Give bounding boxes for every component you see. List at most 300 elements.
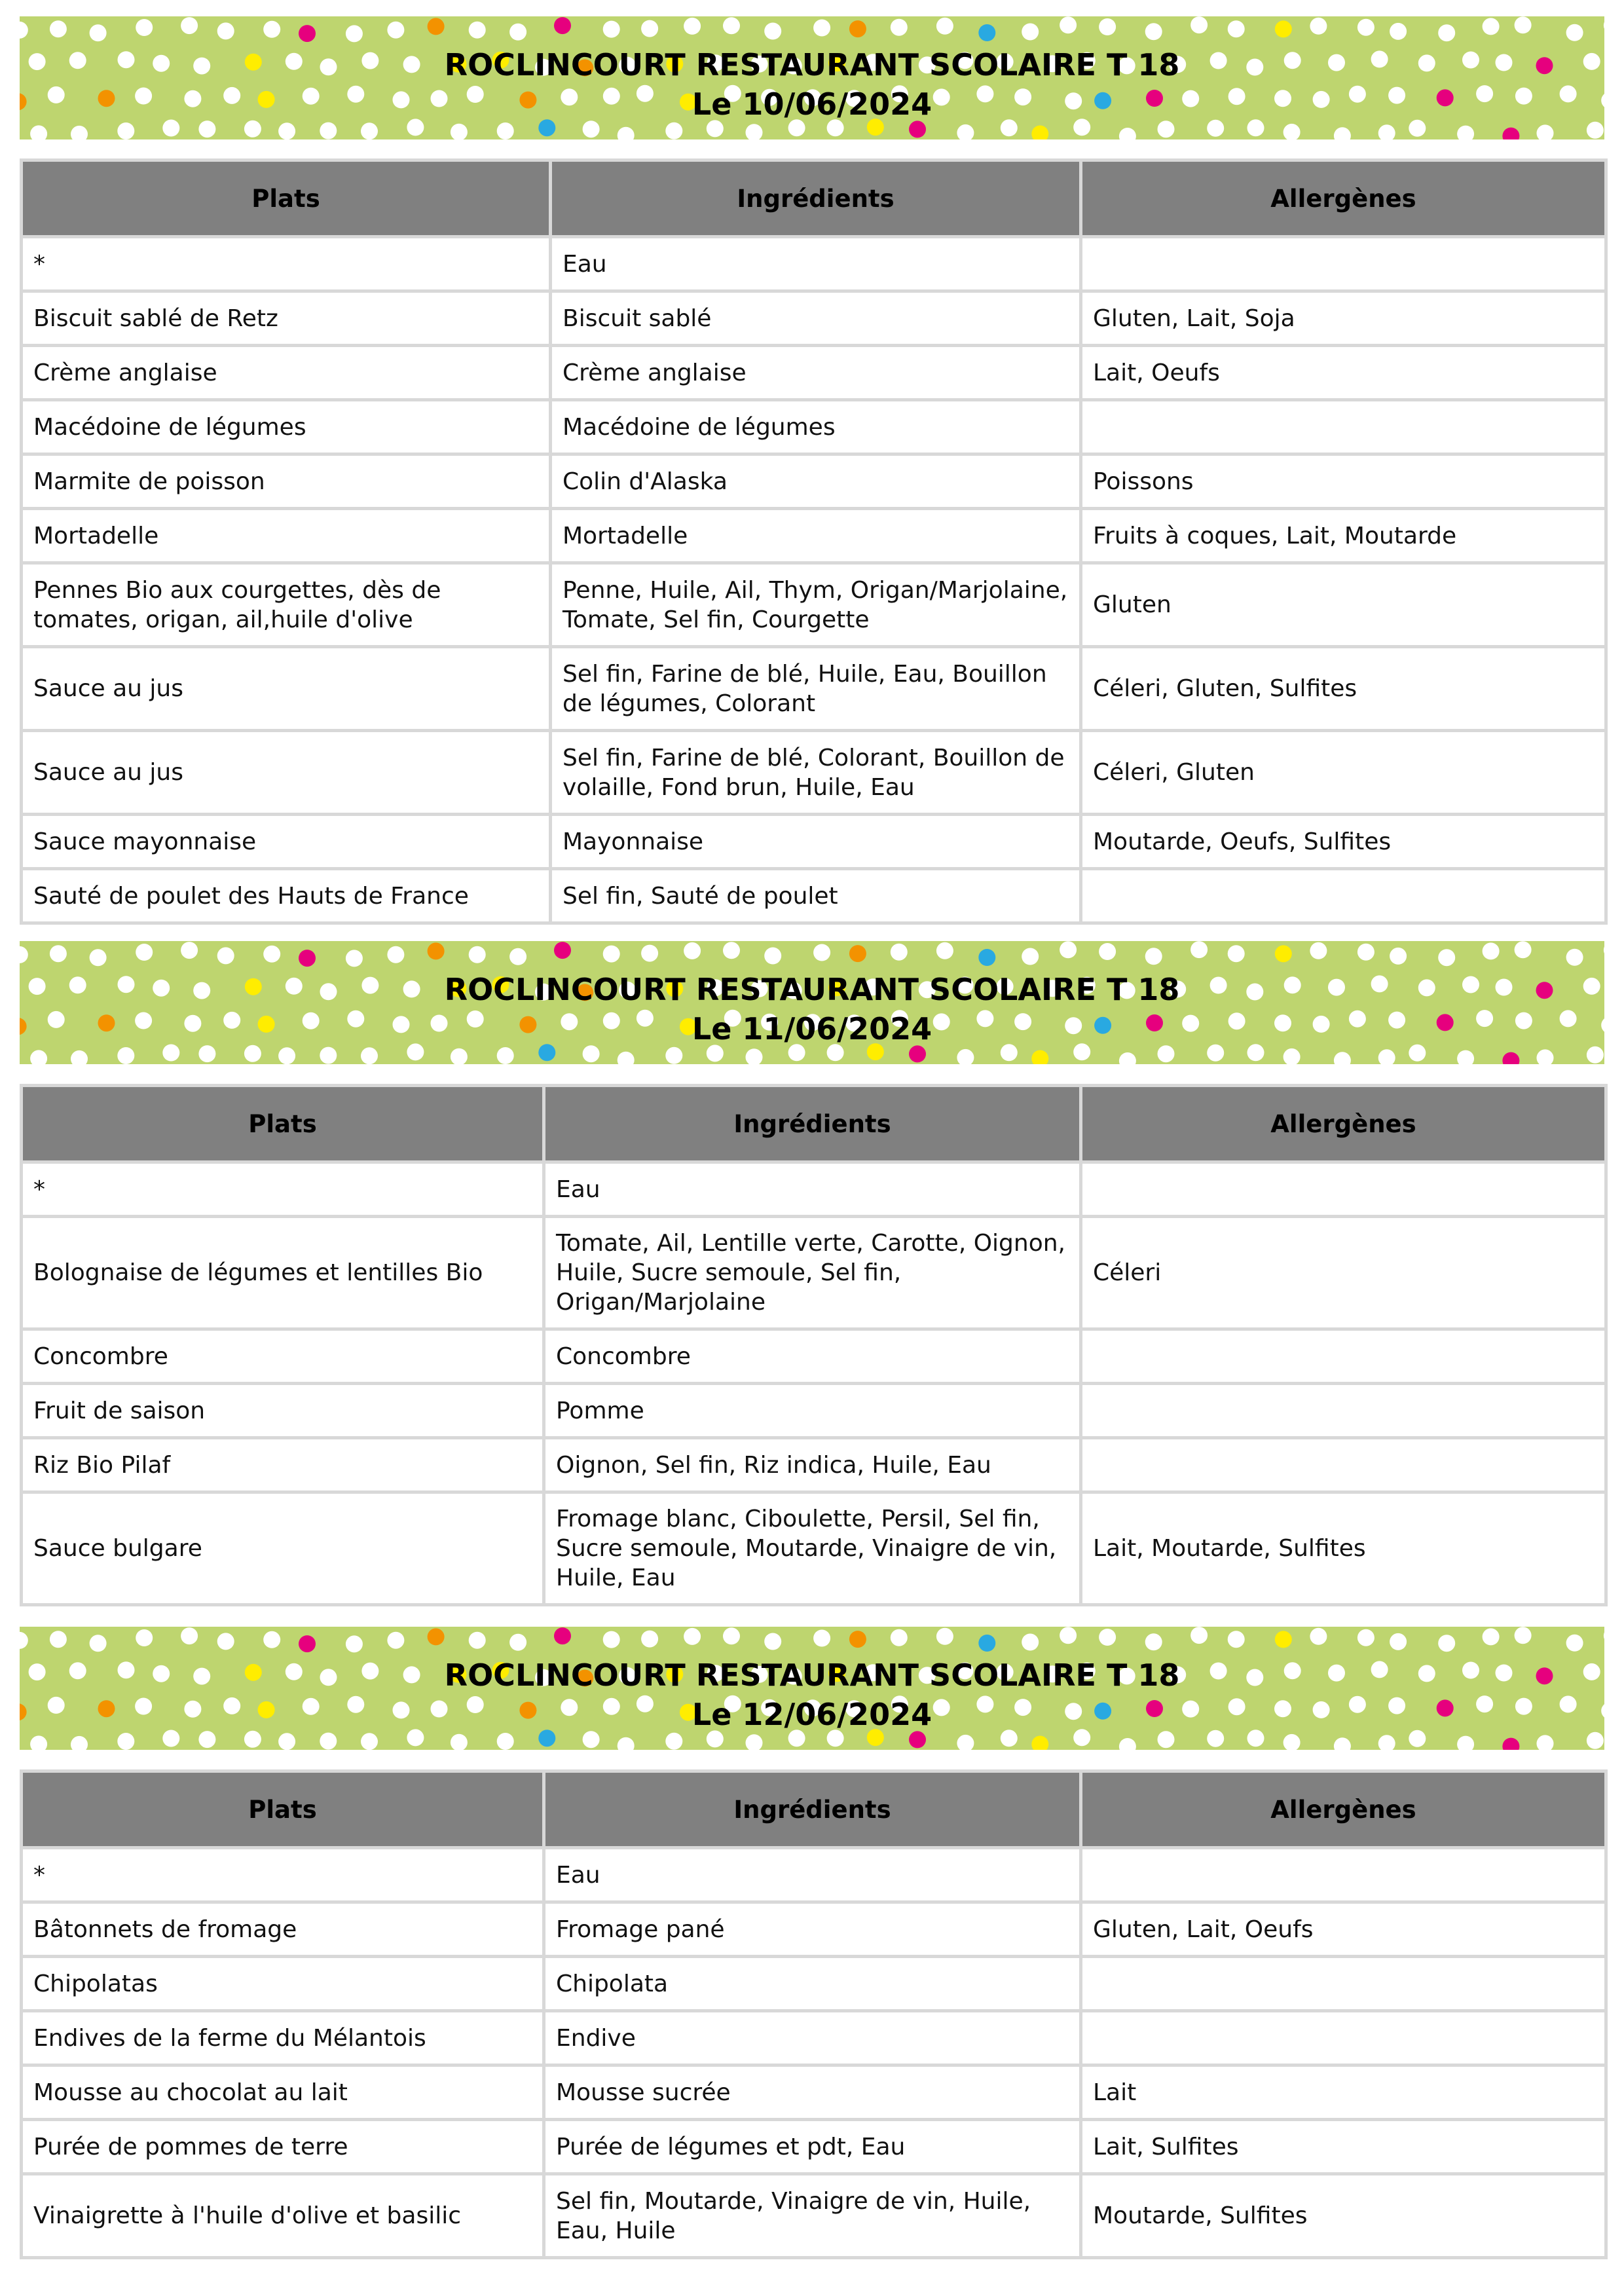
polka-dot bbox=[50, 1631, 67, 1648]
menu-date: Le 10/06/2024 bbox=[692, 86, 932, 122]
polka-dot bbox=[1228, 1631, 1245, 1648]
cell-ingredients: Sel fin, Sauté de poulet bbox=[551, 869, 1081, 923]
cell-plat: Sauce au jus bbox=[22, 647, 551, 731]
polka-dot bbox=[665, 1047, 682, 1064]
polka-dot bbox=[299, 1635, 316, 1652]
polka-dot bbox=[641, 20, 658, 37]
polka-dot bbox=[1099, 1629, 1116, 1646]
polka-dot bbox=[1587, 122, 1604, 139]
polka-dot bbox=[30, 1735, 47, 1750]
header-allergenes: Allergènes bbox=[1081, 160, 1606, 237]
polka-dot bbox=[1438, 24, 1455, 41]
polka-dot bbox=[684, 1628, 701, 1645]
cell-plat: Mousse au chocolat au lait bbox=[22, 2065, 544, 2120]
polka-dot bbox=[1357, 19, 1375, 36]
polka-dot bbox=[957, 1735, 974, 1750]
cell-ingredients: Endive bbox=[544, 2011, 1081, 2065]
table-row bbox=[22, 1217, 1606, 1329]
cell-allergenes bbox=[1081, 400, 1606, 454]
cell-allergenes: Lait, Sulfites bbox=[1081, 2120, 1606, 2174]
polka-dot bbox=[278, 1047, 295, 1064]
polka-dot bbox=[428, 942, 445, 959]
cell-plat: Mortadelle bbox=[22, 509, 551, 563]
header-ingredients: Ingrédients bbox=[544, 1086, 1081, 1162]
polka-dot bbox=[891, 19, 908, 36]
polka-dot bbox=[554, 942, 571, 959]
cell-allergenes: Céleri, Gluten, Sulfites bbox=[1081, 647, 1606, 731]
polka-dot bbox=[1275, 945, 1292, 962]
polka-dot bbox=[641, 1631, 658, 1648]
cell-plat: * bbox=[22, 1848, 544, 1902]
cell-allergenes bbox=[1081, 1384, 1606, 1438]
polka-dot bbox=[554, 1627, 571, 1644]
banner-title bbox=[20, 1656, 1604, 1734]
polka-dot bbox=[746, 124, 763, 139]
polka-dot bbox=[1438, 949, 1455, 966]
polka-dot bbox=[1310, 18, 1327, 35]
polka-dot bbox=[618, 1737, 635, 1750]
cell-plat: Biscuit sablé de Retz bbox=[22, 291, 551, 346]
polka-dot bbox=[1031, 1050, 1048, 1065]
polka-dot bbox=[1537, 124, 1554, 139]
polka-dot bbox=[764, 1633, 781, 1650]
cell-allergenes: Moutarde, Oeufs, Sulfites bbox=[1081, 815, 1606, 869]
polka-dot bbox=[813, 20, 830, 37]
polka-dot bbox=[217, 22, 234, 39]
polka-dot bbox=[1390, 1633, 1407, 1650]
cell-ingredients: Sel fin, Moutarde, Vinaigre de vin, Huile, Eau, Huile bbox=[544, 2174, 1081, 2258]
polka-dot bbox=[497, 1733, 514, 1750]
polka-dot bbox=[978, 24, 995, 41]
polka-dot bbox=[1145, 23, 1162, 40]
polka-dot bbox=[181, 1627, 198, 1644]
cell-ingredients: Eau bbox=[544, 1162, 1081, 1217]
cell-allergenes bbox=[1081, 237, 1606, 291]
cell-allergenes: Poissons bbox=[1081, 454, 1606, 509]
polka-dot bbox=[1119, 128, 1136, 139]
polka-dot bbox=[665, 1733, 682, 1750]
table-row bbox=[22, 509, 1606, 563]
cell-plat: Bolognaise de légumes et lentilles Bio bbox=[22, 1217, 544, 1329]
polka-dot bbox=[278, 122, 295, 139]
cell-plat: * bbox=[22, 1162, 544, 1217]
cell-ingredients: Pomme bbox=[544, 1384, 1081, 1438]
table-header-row bbox=[22, 1086, 1606, 1162]
polka-dot bbox=[1060, 941, 1077, 958]
table-header-row bbox=[22, 1771, 1606, 1848]
polka-dot bbox=[978, 1635, 995, 1652]
cell-ingredients: Chipolata bbox=[544, 1957, 1081, 2011]
polka-dot bbox=[428, 18, 445, 35]
polka-dot bbox=[723, 942, 740, 959]
polka-dot bbox=[509, 24, 526, 41]
polka-dot bbox=[1483, 1628, 1500, 1645]
polka-dot bbox=[1457, 1050, 1474, 1064]
polka-dot bbox=[1145, 948, 1162, 965]
table-row bbox=[22, 1957, 1606, 2011]
cell-plat: Sauce au jus bbox=[22, 731, 551, 815]
polka-dot bbox=[1099, 18, 1116, 35]
cell-allergenes bbox=[1081, 1957, 1606, 2011]
polka-dot bbox=[641, 945, 658, 962]
polka-dot bbox=[1378, 1735, 1395, 1750]
polka-dot bbox=[1022, 24, 1039, 41]
polka-dot bbox=[1378, 124, 1395, 139]
polka-dot bbox=[50, 945, 67, 962]
polka-dot bbox=[1190, 16, 1208, 33]
cell-allergenes: Lait, Moutarde, Sulfites bbox=[1081, 1492, 1606, 1605]
day-banner bbox=[20, 16, 1604, 139]
polka-dot bbox=[387, 22, 404, 39]
polka-dot bbox=[1228, 20, 1245, 37]
polka-dot bbox=[1457, 126, 1474, 139]
polka-dot bbox=[1566, 949, 1583, 966]
polka-dot bbox=[136, 19, 153, 36]
cell-ingredients: Crème anglaise bbox=[551, 346, 1081, 400]
polka-dot bbox=[1587, 1046, 1604, 1064]
polka-dot bbox=[451, 1048, 468, 1064]
polka-dot bbox=[1438, 1635, 1455, 1652]
polka-dot bbox=[957, 1049, 974, 1064]
cell-ingredients: Sel fin, Farine de blé, Huile, Eau, Bouillon de légumes, Colorant bbox=[551, 647, 1081, 731]
polka-dot bbox=[1515, 16, 1532, 33]
polka-dot bbox=[1119, 1052, 1136, 1064]
polka-dot bbox=[554, 17, 571, 34]
polka-dot bbox=[90, 1635, 107, 1652]
cell-allergenes bbox=[1081, 1162, 1606, 1217]
table-row bbox=[22, 2065, 1606, 2120]
cell-allergenes bbox=[1081, 1848, 1606, 1902]
polka-dot bbox=[1357, 944, 1375, 961]
cell-plat: Riz Bio Pilaf bbox=[22, 1438, 544, 1492]
polka-dot bbox=[1334, 1737, 1351, 1750]
polka-dot bbox=[1283, 1048, 1301, 1064]
polka-dot bbox=[618, 127, 635, 139]
cell-ingredients: Tomate, Ail, Lentille verte, Carotte, Oignon, Huile, Sucre semoule, Sel fin, Origan/Marjolaine bbox=[544, 1217, 1081, 1329]
polka-dot bbox=[1283, 1734, 1301, 1750]
polka-dot bbox=[1566, 1635, 1583, 1652]
menu-table bbox=[20, 1084, 1608, 1606]
polka-dot bbox=[320, 1733, 337, 1750]
polka-dot bbox=[217, 1633, 234, 1650]
cell-plat: Vinaigrette à l'huile d'olive et basilic bbox=[22, 2174, 544, 2258]
cell-plat: Chipolatas bbox=[22, 1957, 544, 2011]
polka-dot bbox=[90, 949, 107, 966]
polka-dot bbox=[849, 1631, 866, 1648]
cell-plat: Sauté de poulet des Hauts de France bbox=[22, 869, 551, 923]
polka-dot bbox=[684, 942, 701, 959]
cell-allergenes: Gluten, Lait, Soja bbox=[1081, 291, 1606, 346]
polka-dot bbox=[1502, 1738, 1519, 1750]
polka-dot bbox=[451, 124, 468, 139]
polka-dot bbox=[299, 25, 316, 42]
polka-dot bbox=[509, 1634, 526, 1651]
polka-dot bbox=[71, 126, 88, 139]
cell-ingredients: Fromage pané bbox=[544, 1902, 1081, 1957]
day-banner bbox=[20, 1627, 1604, 1750]
table-row bbox=[22, 647, 1606, 731]
polka-dot bbox=[136, 944, 153, 961]
polka-dot bbox=[1334, 1052, 1351, 1064]
polka-dot bbox=[1310, 942, 1327, 959]
banner-title bbox=[20, 45, 1604, 124]
cell-plat: * bbox=[22, 237, 551, 291]
polka-dot bbox=[1502, 128, 1519, 139]
polka-dot bbox=[1457, 1736, 1474, 1750]
restaurant-name: ROCLINCOURT RESTAURANT SCOLAIRE T 18 bbox=[444, 972, 1180, 1007]
polka-dot bbox=[764, 948, 781, 965]
polka-dot bbox=[1275, 1631, 1292, 1648]
header-plats: Plats bbox=[22, 1086, 544, 1162]
cell-ingredients: Eau bbox=[551, 237, 1081, 291]
polka-dot bbox=[1190, 1627, 1208, 1644]
restaurant-name: ROCLINCOURT RESTAURANT SCOLAIRE T 18 bbox=[444, 47, 1180, 83]
polka-dot bbox=[1390, 23, 1407, 40]
polka-dot bbox=[217, 947, 234, 964]
table-row bbox=[22, 1848, 1606, 1902]
polka-dot bbox=[1357, 1629, 1375, 1646]
cell-plat: Crème anglaise bbox=[22, 346, 551, 400]
cell-allergenes: Fruits à coques, Lait, Moutarde bbox=[1081, 509, 1606, 563]
cell-plat: Concombre bbox=[22, 1329, 544, 1384]
cell-allergenes: Lait, Oeufs bbox=[1081, 346, 1606, 400]
polka-dot bbox=[346, 950, 363, 967]
cell-ingredients: Mousse sucrée bbox=[544, 2065, 1081, 2120]
polka-dot bbox=[117, 122, 134, 139]
menu-table bbox=[20, 158, 1608, 925]
polka-dot bbox=[263, 946, 280, 963]
table-row bbox=[22, 400, 1606, 454]
cell-allergenes: Gluten, Lait, Oeufs bbox=[1081, 1902, 1606, 1957]
table-row bbox=[22, 563, 1606, 647]
polka-dot bbox=[1283, 124, 1301, 139]
polka-dot bbox=[1537, 1049, 1554, 1064]
polka-dot bbox=[1031, 1736, 1048, 1750]
polka-dot bbox=[849, 945, 866, 962]
cell-allergenes bbox=[1081, 2011, 1606, 2065]
cell-ingredients: Purée de légumes et pdt, Eau bbox=[544, 2120, 1081, 2174]
polka-dot bbox=[320, 122, 337, 139]
polka-dot bbox=[20, 1632, 28, 1649]
polka-dot bbox=[618, 1052, 635, 1064]
polka-dot bbox=[1515, 1627, 1532, 1644]
cell-allergenes bbox=[1081, 869, 1606, 923]
polka-dot bbox=[936, 18, 953, 35]
menu-table bbox=[20, 1769, 1608, 2259]
cell-ingredients: Biscuit sablé bbox=[551, 291, 1081, 346]
table-row bbox=[22, 2174, 1606, 2258]
polka-dot bbox=[387, 1632, 404, 1649]
polka-dot bbox=[469, 22, 486, 39]
polka-dot bbox=[71, 1736, 88, 1750]
polka-dot bbox=[665, 122, 682, 139]
cell-allergenes: Gluten bbox=[1081, 563, 1606, 647]
polka-dot bbox=[603, 1631, 620, 1648]
polka-dot bbox=[117, 1733, 134, 1750]
polka-dot bbox=[20, 22, 28, 39]
cell-ingredients: Macédoine de légumes bbox=[551, 400, 1081, 454]
polka-dot bbox=[451, 1734, 468, 1750]
polka-dot bbox=[813, 1630, 830, 1647]
table-row bbox=[22, 2120, 1606, 2174]
table-row bbox=[22, 237, 1606, 291]
polka-dot bbox=[30, 125, 47, 139]
menu-date: Le 12/06/2024 bbox=[692, 1697, 932, 1732]
polka-dot bbox=[20, 946, 28, 963]
cell-ingredients: Concombre bbox=[544, 1329, 1081, 1384]
polka-dot bbox=[1031, 126, 1048, 140]
polka-dot bbox=[346, 25, 363, 42]
polka-dot bbox=[764, 23, 781, 40]
cell-ingredients: Mayonnaise bbox=[551, 815, 1081, 869]
polka-dot bbox=[361, 1047, 378, 1064]
polka-dot bbox=[746, 1734, 763, 1750]
polka-dot bbox=[1022, 1634, 1039, 1651]
cell-allergenes: Céleri bbox=[1081, 1217, 1606, 1329]
polka-dot bbox=[1060, 16, 1077, 33]
polka-dot bbox=[1483, 942, 1500, 959]
polka-dot bbox=[891, 944, 908, 961]
cell-ingredients: Fromage blanc, Ciboulette, Persil, Sel fin, Sucre semoule, Moutarde, Vinaigre de vin, Huile, Eau bbox=[544, 1492, 1081, 1605]
table-row bbox=[22, 1438, 1606, 1492]
polka-dot bbox=[320, 1047, 337, 1064]
cell-plat: Bâtonnets de fromage bbox=[22, 1902, 544, 1957]
cell-allergenes: Moutarde, Sulfites bbox=[1081, 2174, 1606, 2258]
polka-dot bbox=[1334, 127, 1351, 139]
header-plats: Plats bbox=[22, 1771, 544, 1848]
polka-dot bbox=[1060, 1627, 1077, 1644]
polka-dot bbox=[1515, 941, 1532, 958]
polka-dot bbox=[1537, 1735, 1554, 1750]
polka-dot bbox=[723, 1627, 740, 1644]
polka-dot bbox=[684, 18, 701, 35]
polka-dot bbox=[50, 20, 67, 37]
table-row bbox=[22, 346, 1606, 400]
cell-plat: Macédoine de légumes bbox=[22, 400, 551, 454]
table-row bbox=[22, 869, 1606, 923]
table-header-row bbox=[22, 160, 1606, 237]
polka-dot bbox=[957, 124, 974, 139]
table-row bbox=[22, 291, 1606, 346]
polka-dot bbox=[1190, 941, 1208, 958]
polka-dot bbox=[497, 1047, 514, 1064]
polka-dot bbox=[1502, 1052, 1519, 1064]
table-row bbox=[22, 815, 1606, 869]
polka-dot bbox=[1099, 943, 1116, 960]
table-row bbox=[22, 1162, 1606, 1217]
polka-dot bbox=[361, 122, 378, 139]
cell-plat: Marmite de poisson bbox=[22, 454, 551, 509]
banner-title bbox=[20, 970, 1604, 1048]
table-row bbox=[22, 1492, 1606, 1605]
polka-dot bbox=[181, 17, 198, 34]
cell-plat: Sauce bulgare bbox=[22, 1492, 544, 1605]
table-row bbox=[22, 1902, 1606, 1957]
cell-plat: Fruit de saison bbox=[22, 1384, 544, 1438]
polka-dot bbox=[603, 946, 620, 963]
polka-dot bbox=[936, 1628, 953, 1645]
table-row bbox=[22, 731, 1606, 815]
polka-dot bbox=[361, 1733, 378, 1750]
polka-dot bbox=[469, 1632, 486, 1649]
cell-plat: Endives de la ferme du Mélantois bbox=[22, 2011, 544, 2065]
polka-dot bbox=[136, 1629, 153, 1646]
header-allergenes: Allergènes bbox=[1081, 1086, 1606, 1162]
polka-dot bbox=[299, 950, 316, 967]
polka-dot bbox=[497, 122, 514, 139]
polka-dot bbox=[263, 21, 280, 38]
polka-dot bbox=[1145, 1633, 1162, 1650]
polka-dot bbox=[469, 946, 486, 963]
polka-dot bbox=[1566, 24, 1583, 41]
polka-dot bbox=[1275, 20, 1292, 37]
polka-dot bbox=[90, 24, 107, 41]
polka-dot bbox=[603, 21, 620, 38]
polka-dot bbox=[1310, 1628, 1327, 1645]
polka-dot bbox=[30, 1050, 47, 1064]
cell-ingredients: Eau bbox=[544, 1848, 1081, 1902]
header-allergenes: Allergènes bbox=[1081, 1771, 1606, 1848]
polka-dot bbox=[891, 1629, 908, 1646]
polka-dot bbox=[71, 1050, 88, 1064]
header-ingredients: Ingrédients bbox=[551, 160, 1081, 237]
polka-dot bbox=[723, 17, 740, 34]
polka-dot bbox=[746, 1048, 763, 1064]
cell-allergenes bbox=[1081, 1329, 1606, 1384]
cell-allergenes: Céleri, Gluten bbox=[1081, 731, 1606, 815]
polka-dot bbox=[1587, 1732, 1604, 1749]
cell-plat: Purée de pommes de terre bbox=[22, 2120, 544, 2174]
polka-dot bbox=[387, 946, 404, 963]
cell-ingredients: Penne, Huile, Ail, Thym, Origan/Marjolaine, Tomate, Sel fin, Courgette bbox=[551, 563, 1081, 647]
menu-date: Le 11/06/2024 bbox=[692, 1011, 932, 1046]
polka-dot bbox=[1390, 948, 1407, 965]
restaurant-name: ROCLINCOURT RESTAURANT SCOLAIRE T 18 bbox=[444, 1657, 1180, 1693]
polka-dot bbox=[263, 1631, 280, 1648]
polka-dot bbox=[1378, 1049, 1395, 1064]
cell-ingredients: Sel fin, Farine de blé, Colorant, Bouillon de volaille, Fond brun, Huile, Eau bbox=[551, 731, 1081, 815]
polka-dot bbox=[849, 20, 866, 37]
cell-ingredients: Colin d'Alaska bbox=[551, 454, 1081, 509]
cell-plat: Pennes Bio aux courgettes, dès de tomates, origan, ail,huile d'olive bbox=[22, 563, 551, 647]
polka-dot bbox=[936, 942, 953, 959]
polka-dot bbox=[346, 1635, 363, 1652]
cell-plat: Sauce mayonnaise bbox=[22, 815, 551, 869]
day-banner bbox=[20, 941, 1604, 1064]
polka-dot bbox=[1119, 1738, 1136, 1750]
header-ingredients: Ingrédients bbox=[544, 1771, 1081, 1848]
header-plats: Plats bbox=[22, 160, 551, 237]
table-row bbox=[22, 2011, 1606, 2065]
cell-allergenes: Lait bbox=[1081, 2065, 1606, 2120]
table-row bbox=[22, 454, 1606, 509]
polka-dot bbox=[117, 1047, 134, 1064]
table-row bbox=[22, 1329, 1606, 1384]
cell-ingredients: Mortadelle bbox=[551, 509, 1081, 563]
polka-dot bbox=[1022, 948, 1039, 965]
polka-dot bbox=[428, 1628, 445, 1645]
polka-dot bbox=[278, 1733, 295, 1750]
polka-dot bbox=[509, 948, 526, 965]
cell-allergenes bbox=[1081, 1438, 1606, 1492]
cell-ingredients: Oignon, Sel fin, Riz indica, Huile, Eau bbox=[544, 1438, 1081, 1492]
polka-dot bbox=[978, 949, 995, 966]
polka-dot bbox=[1483, 18, 1500, 35]
polka-dot bbox=[181, 942, 198, 959]
table-row bbox=[22, 1384, 1606, 1438]
polka-dot bbox=[813, 944, 830, 961]
polka-dot bbox=[1228, 945, 1245, 962]
